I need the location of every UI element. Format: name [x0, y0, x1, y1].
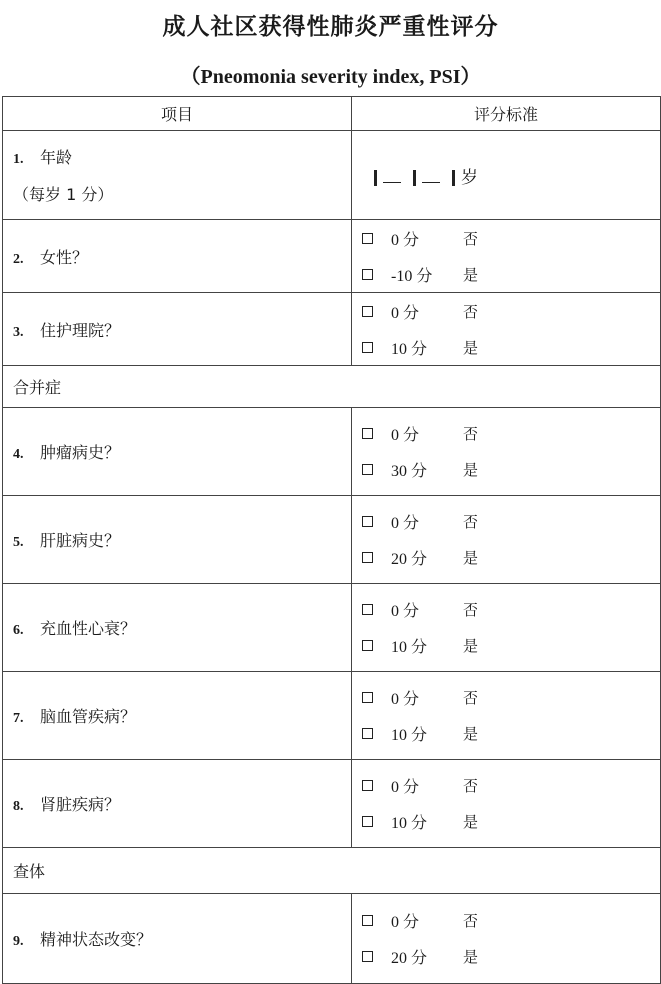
- item-label: 肿瘤病史？: [40, 443, 121, 462]
- checkbox[interactable]: [362, 816, 373, 827]
- table-row: [3, 496, 661, 584]
- item-number: 2.: [13, 251, 24, 267]
- column-header-criteria: 评分标准: [352, 97, 661, 131]
- item-number: 8.: [13, 799, 24, 814]
- table-row: [3, 584, 661, 672]
- option-answer: 是: [463, 948, 479, 966]
- option-score: 10 分: [391, 727, 428, 744]
- score-option[interactable]: [352, 768, 660, 804]
- option-score: 0 分: [391, 515, 420, 532]
- age-digit-divider: [374, 170, 377, 186]
- age-input-cell[interactable]: [352, 131, 661, 220]
- option-answer: 否: [463, 513, 479, 531]
- option-answer: 是: [463, 813, 479, 831]
- rows-exam: [3, 894, 661, 984]
- options-cell: [352, 293, 661, 366]
- item-label: 住护理院？: [40, 320, 121, 340]
- option-answer: 否: [463, 302, 479, 321]
- option-answer: 否: [463, 425, 479, 443]
- rows-basic: [3, 220, 661, 366]
- item-number: 6.: [13, 623, 24, 638]
- table-row: [3, 672, 661, 760]
- option-score: 10 分: [391, 815, 428, 832]
- option-answer: 否: [463, 912, 479, 930]
- option-answer: 否: [463, 229, 479, 248]
- score-option[interactable]: [352, 716, 660, 752]
- options-cell: [352, 894, 661, 984]
- item-cell: [3, 894, 352, 984]
- option-score: 0 分: [391, 427, 420, 444]
- age-unit: 岁: [461, 167, 478, 188]
- score-option[interactable]: [352, 628, 660, 664]
- options-cell: [352, 408, 661, 496]
- age-digit-blank[interactable]: [383, 172, 401, 183]
- item-number: 1.: [13, 152, 24, 167]
- option-score: 0 分: [391, 603, 420, 620]
- table-row: [3, 220, 661, 293]
- score-option[interactable]: [352, 592, 660, 628]
- checkbox[interactable]: [362, 728, 373, 739]
- score-option[interactable]: [352, 256, 660, 292]
- checkbox[interactable]: [362, 306, 373, 317]
- option-score: 30 分: [391, 463, 428, 480]
- section-row-exam: [3, 848, 661, 894]
- item-cell: [3, 672, 352, 760]
- item-label: 充血性心衰？: [40, 619, 137, 638]
- option-answer: 是: [463, 338, 479, 357]
- option-score: 10 分: [391, 340, 428, 358]
- option-score: 20 分: [391, 950, 428, 967]
- score-option[interactable]: [352, 329, 660, 365]
- score-option[interactable]: [352, 540, 660, 576]
- options-cell: [352, 220, 661, 293]
- option-answer: 否: [463, 777, 479, 795]
- item-label: 年龄: [40, 148, 73, 167]
- item-cell: [3, 220, 352, 293]
- age-scoring-note: （每岁 1 分）: [13, 185, 114, 204]
- score-option[interactable]: [352, 504, 660, 540]
- option-score: 0 分: [391, 304, 420, 322]
- psi-table: [2, 96, 661, 984]
- age-digit-blank[interactable]: [422, 172, 440, 183]
- option-score: 0 分: [391, 691, 420, 708]
- table-row: [3, 894, 661, 984]
- item-number: 3.: [13, 324, 24, 340]
- item-label: 女性？: [40, 247, 89, 267]
- form-title: 成人社区获得性肺炎严重性评分: [162, 14, 499, 40]
- options-cell: [352, 760, 661, 848]
- checkbox[interactable]: [362, 915, 373, 926]
- item-number: 5.: [13, 535, 24, 550]
- age-digit-divider: [452, 170, 455, 186]
- table-row: [3, 293, 661, 366]
- score-option[interactable]: [352, 804, 660, 840]
- section-heading-exam: 查体: [3, 848, 661, 894]
- checkbox[interactable]: [362, 269, 373, 280]
- score-option[interactable]: [352, 452, 660, 488]
- section-heading-comorbidity: 合并症: [3, 366, 661, 408]
- item-cell: [3, 496, 352, 584]
- checkbox[interactable]: [362, 640, 373, 651]
- table-row-age: [3, 131, 661, 220]
- table-row: [3, 760, 661, 848]
- options-cell: [352, 496, 661, 584]
- option-answer: 是: [463, 637, 479, 655]
- item-cell: [3, 293, 352, 366]
- section-row-comorbidity: [3, 366, 661, 408]
- option-answer: 是: [463, 265, 479, 284]
- item-label: 肾脏疾病？: [40, 795, 121, 814]
- item-label: 肝脏病史？: [40, 531, 121, 550]
- checkbox[interactable]: [362, 552, 373, 563]
- checkbox[interactable]: [362, 951, 373, 962]
- checkbox[interactable]: [362, 233, 373, 244]
- item-label: 精神状态改变？: [40, 930, 153, 949]
- option-answer: 是: [463, 461, 479, 479]
- item-number: 9.: [13, 934, 24, 949]
- option-answer: 是: [463, 725, 479, 743]
- table-row: [3, 408, 661, 496]
- item-number: 7.: [13, 711, 24, 726]
- item-cell: [3, 408, 352, 496]
- options-cell: [352, 584, 661, 672]
- score-option[interactable]: [352, 293, 660, 329]
- checkbox[interactable]: [362, 464, 373, 475]
- item-cell: [3, 760, 352, 848]
- item-cell-age: [3, 131, 352, 220]
- score-option[interactable]: [352, 680, 660, 716]
- checkbox[interactable]: [362, 692, 373, 703]
- item-label: 脑血管疾病？: [40, 707, 137, 726]
- score-option[interactable]: [352, 416, 660, 452]
- option-answer: 否: [463, 601, 479, 619]
- option-score: 20 分: [391, 551, 428, 568]
- option-score: 0 分: [391, 231, 420, 249]
- checkbox[interactable]: [362, 342, 373, 353]
- score-option[interactable]: [352, 903, 660, 939]
- option-answer: 否: [463, 689, 479, 707]
- form-subtitle: （Pneomonia severity index, PSI）: [180, 66, 481, 88]
- item-cell: [3, 584, 352, 672]
- checkbox[interactable]: [362, 780, 373, 791]
- option-score: 10 分: [391, 639, 428, 656]
- checkbox[interactable]: [362, 516, 373, 527]
- age-digit-divider: [413, 170, 416, 186]
- option-answer: 是: [463, 549, 479, 567]
- item-number: 4.: [13, 447, 24, 462]
- score-option[interactable]: [352, 939, 660, 975]
- option-score: 0 分: [391, 914, 420, 931]
- options-cell: [352, 672, 661, 760]
- checkbox[interactable]: [362, 428, 373, 439]
- option-score: 0 分: [391, 779, 420, 796]
- table-header-row: [3, 97, 661, 131]
- checkbox[interactable]: [362, 604, 373, 615]
- rows-comorbidity: [3, 408, 661, 848]
- option-score: -10 分: [391, 267, 433, 285]
- score-option[interactable]: [352, 220, 660, 256]
- column-header-item: 项目: [3, 97, 352, 131]
